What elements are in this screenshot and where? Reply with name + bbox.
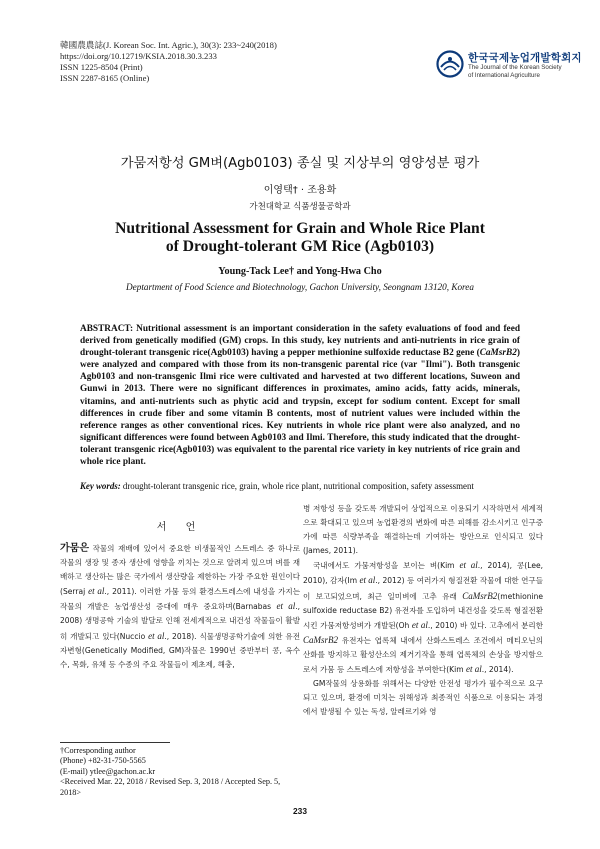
right-p2-text-a: 국내에서도 가뭄저항성을 보이는 벼(Kim: [313, 561, 460, 571]
society-logo: [436, 50, 582, 82]
left-etal-2: et al: [276, 601, 296, 612]
right-p2-etal-2: et al: [359, 575, 376, 586]
keywords: [80, 480, 525, 492]
english-title-line2: of Drought-tolerant GM Rice (Agb0103): [165, 238, 435, 255]
right-p2-text-b: ., 2014), 콩(Lee, 2010), 감자(Im: [303, 561, 544, 586]
right-p2-etal-3: et al: [411, 619, 428, 630]
english-affiliation: Deptartment of Food Science and Biotechnology, Gachon University, Seongnam 13120, Korea: [126, 282, 474, 292]
left-text-4: ., 2018). 식물생명공학기술에 의한 유전자변형(Genetically Modified, GM)작물은 1990년 중반부터 콩, 옥수수, 목화, 유채 등 수종의 주요 작물들이 제초제, 해충,: [60, 631, 300, 669]
right-p2-etal-4: et al: [465, 664, 482, 675]
abstract-gene-name: CaMsrB2: [479, 348, 517, 359]
left-text-3: ., 2008) 생명공학 기술의 발달로 인해 전세계적으로 내건성 작물들이 활발히 개발되고 있다(Nuccio: [60, 602, 301, 641]
korean-title: 가뭄저항성 GM벼(Agb0103) 종실 및 지상부의 영양성분 평가: [120, 156, 480, 171]
left-text-2: ., 2011). 이러한 가뭄 등의 환경스트레스에 내성을 가지는 작물의 개발은 농업생산성 증대에 매우 중요하며(Barnabas: [60, 587, 301, 612]
journal-header: [60, 40, 277, 84]
right-column: [303, 502, 543, 719]
footnote: [60, 746, 300, 798]
issn-print: ISSN 1225-8504 (Print): [60, 62, 143, 72]
section-heading-introduction: 서 언: [156, 522, 204, 533]
keywords-text: drought-tolerant transgenic rice, grain, whole rice plant, nutritional composition, safety assessment: [120, 481, 474, 491]
society-name-english: [468, 64, 568, 79]
society-name-korean: 한국국제농업개발학회지: [468, 52, 582, 64]
right-paragraph-2: [303, 558, 543, 677]
society-emblem-icon: [436, 50, 464, 78]
right-p2-text-g: ., 2014).: [481, 665, 514, 675]
right-paragraph-3: GM작물의 상용화를 위해서는 다양한 안전성 평가가 필수적으로 요구되고 있으며, 환경에 미치는 위해성과 최종적인 식품으로 이용되는 과정에서 발생될 수 있는 독성, 알레르기와 영: [303, 679, 543, 717]
society-name-english-line2: of International Agriculture: [468, 71, 540, 79]
issn-online: ISSN 2287-8165 (Online): [60, 73, 150, 83]
abstract-text-2: ) were analyzed and compared with those from its non-transgenic parental rice (var "Ilmi"). Both transgenic Agb0103 and non-transgenic Ilmi rice were cultivated and harvested at two different locations, Suweon and Gunwi in 2013. There were no significant differences in proximates, amino acids, fatty acids, minerals, vitamins, and anti-nutrients such as phytic acid and trypsin, except for sodium content. Except for small differences in crude fiber and some vitamin B contents, most of nutrient values were included within the reference ranges as other conventional rices. Key nutrients in whole rice plant were also analyzed, and no significant differences were found between Agb0103 and Ilmi. Therefore, this study indicated that the drought-tolerant transgenic rice(Agb0103) was equivalent to the parental rice variety in key nutrients of rice grain and whole rice plant.: [80, 348, 520, 468]
doi-link[interactable]: https://doi.org/10.12719/KSIA.2018.30.3.233: [60, 51, 217, 61]
right-p2-etal-1: et al: [459, 560, 478, 571]
society-name-english-line1: The Journal of the Korean Society: [468, 64, 562, 71]
left-etal-3: et al: [148, 630, 165, 641]
english-authors: Young-Tack Lee† and Yong-Hwa Cho: [218, 266, 382, 277]
footnote-email[interactable]: (E-mail) ytlee@gachon.ac.kr: [60, 766, 156, 776]
abstract-text-1: ABSTRACT: Nutritional assessment is an important consideration in the safety evaluations of food and feed derived from genetically modified (GM) crops. In this study, key nutrients and anti-nutrients in rice grain of drought-tolerant transgenic rice(Agb0103) having a pepper methionine sulfoxide reductase B2 gene (: [80, 324, 520, 359]
footnote-dates: <Received Mar. 22, 2018 / Revised Sep. 3, 2018 / Accepted Sep. 5, 2018>: [60, 777, 281, 797]
lead-word: 가뭄은: [60, 543, 89, 554]
korean-affiliation: 가천대학교 식품생물공학과: [249, 202, 351, 212]
korean-authors: 이영택† · 조용화: [263, 185, 337, 196]
right-p2-text-f: 유전자는 엽록체 내에서 산화스트레스 조건에서 메티오닌의 산화를 방지하고 활성산소의 제거기작을 통해 엽록체의 손상을 방지함으로서 가뭄 등 스트레스에 저항성을 부여한다(Kim: [303, 635, 543, 675]
english-title-line1: Nutritional Assessment for Grain and Whole Rice Plant: [115, 220, 485, 237]
right-paragraph-1: 병 저항성 등을 갖도록 개발되어 상업적으로 이용되기 시작하면서 세계적으로 확대되고 있으며 농업환경의 변화에 따른 피해를 감소시키고 인구증가에 따른 식량부족을 해결하는데 기여하는 방안으로 인식되고 있다(James, 2011).: [303, 504, 543, 556]
footnote-corresponding: †Corresponding author: [60, 746, 136, 755]
left-column: [60, 542, 300, 672]
english-title: [0, 220, 600, 256]
right-p2-text-d: (methionine sulfoxide reductase B2) 유전자를 도입하여 내건성을 갖도록 형질전환시킨 가뭄저항성벼가 개발된(Oh: [303, 591, 543, 630]
right-p2-text-c: ., 2012) 등 여러가지 형질전환 작물에 대한 연구들이 보고되었으며, 최근 일미벼에 고추 유래: [303, 576, 544, 601]
right-p2-text-e: ., 2010) 바 있다. 고추에서 분리한: [427, 620, 544, 630]
left-etal-1: et al: [88, 586, 105, 597]
abstract: [80, 323, 520, 468]
journal-citation: 韓國農農誌(J. Korean Soc. Int. Agric.), 30(3): 233~240(2018): [60, 40, 277, 50]
left-text-1: 작물의 재배에 있어서 중요한 비생물적인 스트레스 중 하나로 작물의 생장 및 종자 생산에 영향을 끼치는 것으로 알려져 있으며 벼를 재배하고 생산하는 많은 국가에서 생산량을 제한하는 가장 주요한 원인이다(Serraj: [60, 544, 300, 597]
right-p2-gene-1: CaMsrB2: [462, 590, 498, 601]
right-p2-gene-2: CaMsrB2: [303, 634, 339, 645]
footnote-divider: [60, 742, 170, 743]
keywords-label: Key words:: [80, 481, 121, 491]
page-number: 233: [293, 806, 307, 816]
footnote-phone: (Phone) +82-31-750-5565: [60, 756, 146, 766]
